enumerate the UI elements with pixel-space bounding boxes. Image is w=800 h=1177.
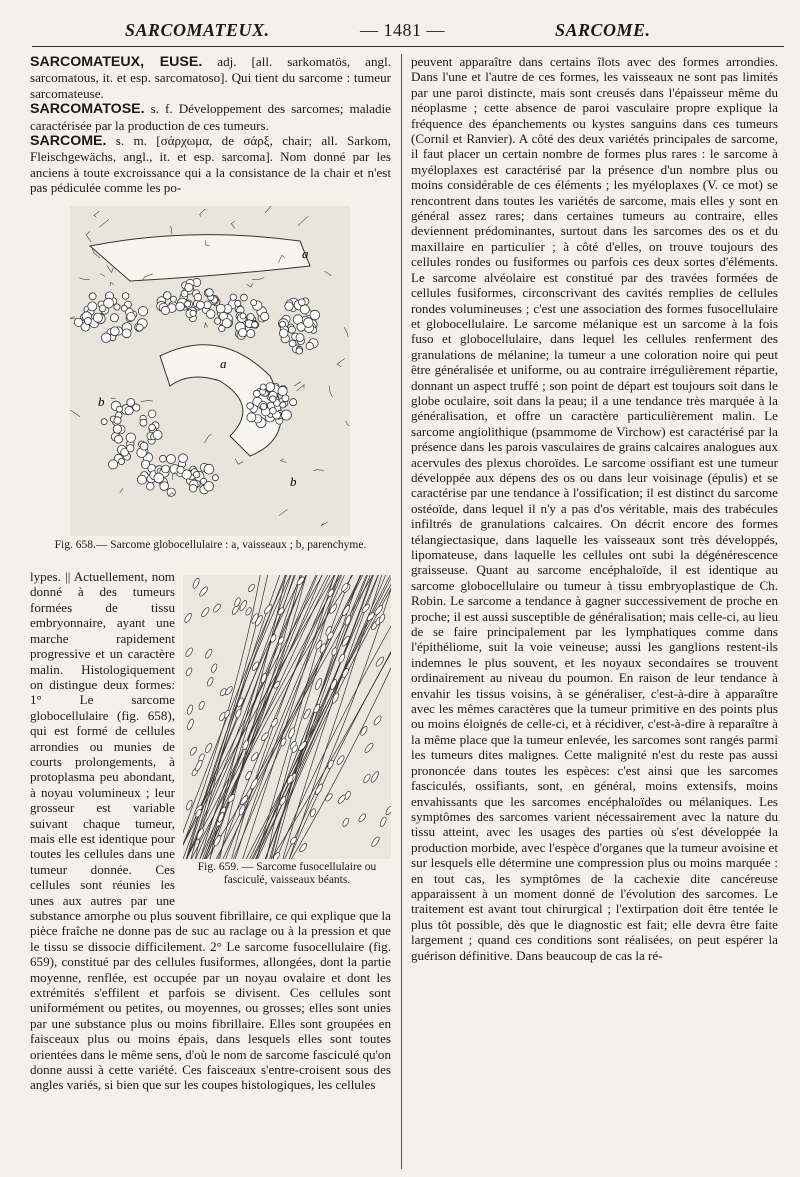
round-cell <box>163 291 171 299</box>
round-cell <box>117 406 123 412</box>
figure-659 <box>183 575 391 893</box>
label-b: b <box>98 393 105 409</box>
round-cell <box>127 312 135 320</box>
round-cell <box>185 283 193 291</box>
round-cell <box>278 386 287 395</box>
wrapped-text-block <box>30 569 391 1093</box>
round-cell <box>289 340 296 347</box>
round-cell <box>290 398 297 405</box>
round-cell <box>115 435 123 443</box>
round-cell <box>260 384 266 390</box>
round-cell <box>288 326 295 333</box>
page-number: — 1481 — <box>360 20 445 40</box>
round-cell <box>247 412 256 421</box>
round-cell <box>235 300 241 306</box>
round-cell <box>270 395 276 401</box>
round-cell <box>185 300 191 306</box>
globocellular-sarcoma-illustration <box>70 206 350 536</box>
round-cell <box>88 302 97 311</box>
round-cell <box>241 294 248 301</box>
figure-658 <box>30 206 390 536</box>
round-cell <box>253 390 260 397</box>
round-cell <box>122 329 131 338</box>
running-head <box>0 20 800 46</box>
header-rule <box>32 46 784 47</box>
right-column-text: peuvent apparaître dans certains îlots avec des formes arrondies. Dans l'une et l'autre de ces formes, les vaisseaux ne sont pas limités par une paroi distincte, mais sont creusés dans l'épaisseur même du néoplasme ; cette absence de paroi vasculaire propre explique la fréquence des épanchements ou kystes sanguins dans ces tumeurs (Cornil et Ranvier). A côté des deux variétés principales de sarcome, il faut placer un certain nombre de formes plus rares : le sarcome à myéloplaxes est caractérisé par la présence d'un nombre plus ou moins considérable de ces éléments ; les myéloplaxes (V. ce mot) se rencontrent dans toutes les variétés de sarcome, mais elles y sont en général assez rares; dans certaines tumeurs au contraire, elles deviennent prédominantes, surtout dans les sarcomes des os et du maxillaire en particulier ; à côté d'elles, on trouve toujours des cellules rondes ou fusiformes ou parfois ces deux sortes d'éléments. Le sarcome alvéolaire est constitué par des travées formées de cellules fusiformes, circonscrivant des cavités remplies de cellules rondes volumineuses ; c'est une association des formes fusocellulaire et globocellulaire. Le sarcome mélanique est un sarcome à la fois fuso et globocellulaire, dans lequel les cellules renferment des granulations de mélanine; la tumeur a une coloration noire qui peut être généralisée et uniforme, ou au contraire irrégulièrement répartie, donnant un aspect truffé ; son point de départ est toujours soit dans le globe oculaire, soit dans la peau; il a une tendance très marquée à la généralisation, et offre un caractère particulièrement malin. Le sarcome angiolithique (psammome de Virchow) est caractérisé par la présence dans les parois vasculaires de grains calcaires analogues aux acervules des plexus choroïdes. Le sarcome ossifiant est une tumeur développée aux dépens des os ou dans leur voisinage (épulis) et se caractérise par une tendance à l'ossification; il est distinct du sarcome ostéoïde, dans lequel il n'y a pas d'os véritable, mais des trabécules infiltrés de granulations calcaires. On décrit encore des formes télangiectasique, dans laquelle les vaisseaux sont très développés, lipomateuse, dans laquelle les cellules ont subi la dégénérescence graisseuse. Quant au sarcome encéphaloïde, il est identique au sarcome globocellulaire ou tumeur à tissu embryoplastique de Ch. Robin. Le sarcome a tendance à gagner successivement de proche en proche; il est aussi susceptible de généralisation; mais celle-ci, au lieu de se faire principalement par les lymphatiques comme dans l'épithéliome, suit la voie veineuse; aussi les ganglions restent-ils indemnes le plus souvent, et les noyaux secondaires se trouvent ordinairement au niveau du poumon. En raison de leur tendance à envahir les tissus voisins, à se généraliser, c'est-à-dire à apparaître avec les mêmes caractères que la tumeur primitive en des points plus ou moins éloignés de celle-ci, et à récidiver, c'est-à-dire à reparaître à la même place que la tumeur enlevée, les sarcomes sont rangés parmi les tumeurs dites malignes. Cette malignité n'est du reste pas aussi prononcée dans toutes les espèces: c'est ainsi que les sarcomes fasciculés, ossifiants, sont, en général, moins extensifs, moins envahissants que les sarcomes encéphaloïdes ou mélaniques. Les symptômes des sarcomes varient nécessairement avec la nature du tissu atteint, avec les usages des parties où s'est développée la production morbide, avec l'espèce d'organes que la tumeur avoisine et sur lesquels elle détermine une compression plus ou moins marquée : en tout cas, les symptômes de la cachexie dite cancéreuse apparaissent à un moment donné de l'évolution des sarcomes. Le traitement est avant tout chirurgical ; l'extirpation doit être tentée le plus tôt possible, dès que le diagnostic est fait; elle devra être faite largement ; quand ces conditions sont réalisées, on peut espérer la guérison définitive. Dans beaucoup de cas la ré- <box>411 54 778 963</box>
round-cell <box>136 324 143 331</box>
round-cell <box>252 321 258 327</box>
round-cell <box>296 333 304 341</box>
entry-sarcomateux <box>30 54 391 101</box>
round-cell <box>138 306 147 315</box>
round-cell <box>121 305 127 311</box>
round-cell <box>280 401 286 407</box>
round-cell <box>153 430 162 439</box>
round-cell <box>104 298 114 308</box>
round-cell <box>206 288 214 296</box>
round-cell <box>190 310 196 316</box>
round-cell <box>101 333 110 342</box>
round-cell <box>110 327 119 336</box>
entry-body: adj. [all. sarkomatös, angl. sarcomatous, it. et esp. sarcomatoso]. Qui tient du sarcome : tumeur sarcomateuse. <box>30 54 391 101</box>
round-cell <box>140 442 148 450</box>
round-cell <box>125 406 133 414</box>
round-cell <box>84 317 91 324</box>
round-cell <box>304 318 314 328</box>
round-cell <box>280 321 286 327</box>
round-cell <box>251 299 257 305</box>
running-head-right: SARCOME. <box>555 20 651 40</box>
label-a2: a <box>220 355 227 371</box>
round-cell <box>113 425 121 433</box>
round-cell <box>310 310 320 320</box>
running-head-left: SARCOMATEUX. <box>125 20 270 40</box>
round-cell <box>160 481 169 490</box>
round-cell <box>110 313 118 321</box>
entry-sarcomatose <box>30 101 391 133</box>
round-cell <box>300 304 309 313</box>
round-cell <box>260 403 266 409</box>
round-cell <box>149 424 156 431</box>
round-cell <box>266 382 275 391</box>
round-cell <box>212 474 218 480</box>
round-cell <box>261 312 269 320</box>
entry-body: s. m. [σάρχωμα, de σάρξ, chair; all. Sarkom, Fleischgewächs, angl., it. et esp. sarcoma]. Nom donné par les anciens à toute excroissance qui a la consistance de la chair et n'est pas pédiculée comme les po- <box>30 133 391 196</box>
round-cell <box>127 398 135 406</box>
figure-659-caption: Fig. 659. — Sarcome fusocellulaire ou fasciculé, vaisseaux béants. <box>197 861 377 887</box>
round-cell <box>140 419 147 426</box>
round-cell <box>126 433 135 442</box>
column-divider <box>401 54 402 1169</box>
round-cell <box>279 329 288 338</box>
round-cell <box>194 293 202 301</box>
round-cell <box>189 484 197 492</box>
round-cell <box>285 302 293 310</box>
round-cell <box>122 292 129 299</box>
round-cell <box>219 325 225 331</box>
round-cell <box>114 304 120 310</box>
round-cell <box>148 410 156 418</box>
round-cell <box>196 301 204 309</box>
round-cell <box>177 466 184 473</box>
round-cell <box>161 306 169 314</box>
round-cell <box>74 318 82 326</box>
round-cell <box>179 453 188 462</box>
left-column <box>30 54 391 1093</box>
headword: SARCOMATOSE. <box>30 101 145 118</box>
round-cell <box>101 418 107 424</box>
round-cell <box>230 294 236 300</box>
round-cell <box>239 328 247 336</box>
round-cell <box>167 454 176 463</box>
entry-sarcome <box>30 133 391 196</box>
round-cell <box>118 458 124 464</box>
round-cell <box>162 465 170 473</box>
round-cell <box>270 407 277 414</box>
round-cell <box>93 313 102 322</box>
round-cell <box>170 296 176 302</box>
round-cell <box>89 292 96 299</box>
round-cell <box>240 313 246 319</box>
round-cell <box>204 464 214 474</box>
round-cell <box>160 455 167 462</box>
figure-658-caption: Fig. 658.— Sarcome globocellulaire : a, vaisseaux ; b, parenchyme. <box>54 538 367 551</box>
round-cell <box>167 488 175 496</box>
round-cell <box>193 471 199 477</box>
round-cell <box>281 410 291 420</box>
headword: SARCOMATEUX, EUSE. <box>30 54 203 70</box>
round-cell <box>296 347 302 353</box>
round-cell <box>154 473 164 483</box>
label-b2: b <box>290 473 297 489</box>
fusocellular-sarcoma-illustration <box>183 575 391 859</box>
round-cell <box>247 402 254 409</box>
round-cell <box>306 342 313 349</box>
right-column <box>411 54 778 963</box>
round-cell <box>206 309 215 318</box>
round-cell <box>137 475 146 484</box>
headword: SARCOME. <box>30 133 107 150</box>
sarcome-continued-text: lypes. || Actuellement, nom donné à des tumeurs formées de tissu embryonnaire, ayant une marche rapidement progressive et un caractère malin. Histologiquement on distingue deux formes: 1° Le sarcome globocellulaire (fig. 658), qui est formé de cellules arrondies ou munies de courts prolongements, à protoplasma peu abondant, à noyau volumineux ; leur grosseur est variable suivant chaque tumeur, mais elle est identique pour toutes les cellules dans une tumeur donnée. Ces cellules sont réunies les unes aux autres par une substance amorphe ou plus souvent fibrillaire, ce qui explique que la pièce fraîche ne donne pas de suc au raclage ou à la pression et que le tissu se dissocie difficilement. 2° Le sarcome fusocellulaire (fig. 659), constitué par des cellules fusiformes, allongées, dont la partie moyenne, renflée, est occupée par un noyau ovalaire et dont les extrémités s'effilent et parfois se divisent. Ces cellules sont uniformément ou petites, ou moyennes, ou grosses; elles sont unies par une substance plus ou moins fibrillaire. Elles sont groupées en faisceaux plus ou moins épais, dans lesquels elles sont toutes orientées dans le même sens, d'où le nom de sarcome fasciculé qu'on donne aussi à cette variété. Ces faisceaux s'entre-croisent sous des angles variés, si bien que sur les coupes histologiques, les cellules <box>30 569 391 1093</box>
round-cell <box>216 304 225 313</box>
round-cell <box>109 459 118 468</box>
round-cell <box>114 416 121 423</box>
round-cell <box>176 302 185 311</box>
label-a: a <box>302 245 309 261</box>
round-cell <box>146 482 154 490</box>
round-cell <box>127 444 134 451</box>
entry-body: s. f. Développement des sarcomes; maladie caractérisée par la production de ces tumeurs. <box>30 101 391 133</box>
round-cell <box>204 481 214 491</box>
round-cell <box>247 329 255 337</box>
round-cell <box>298 299 305 306</box>
